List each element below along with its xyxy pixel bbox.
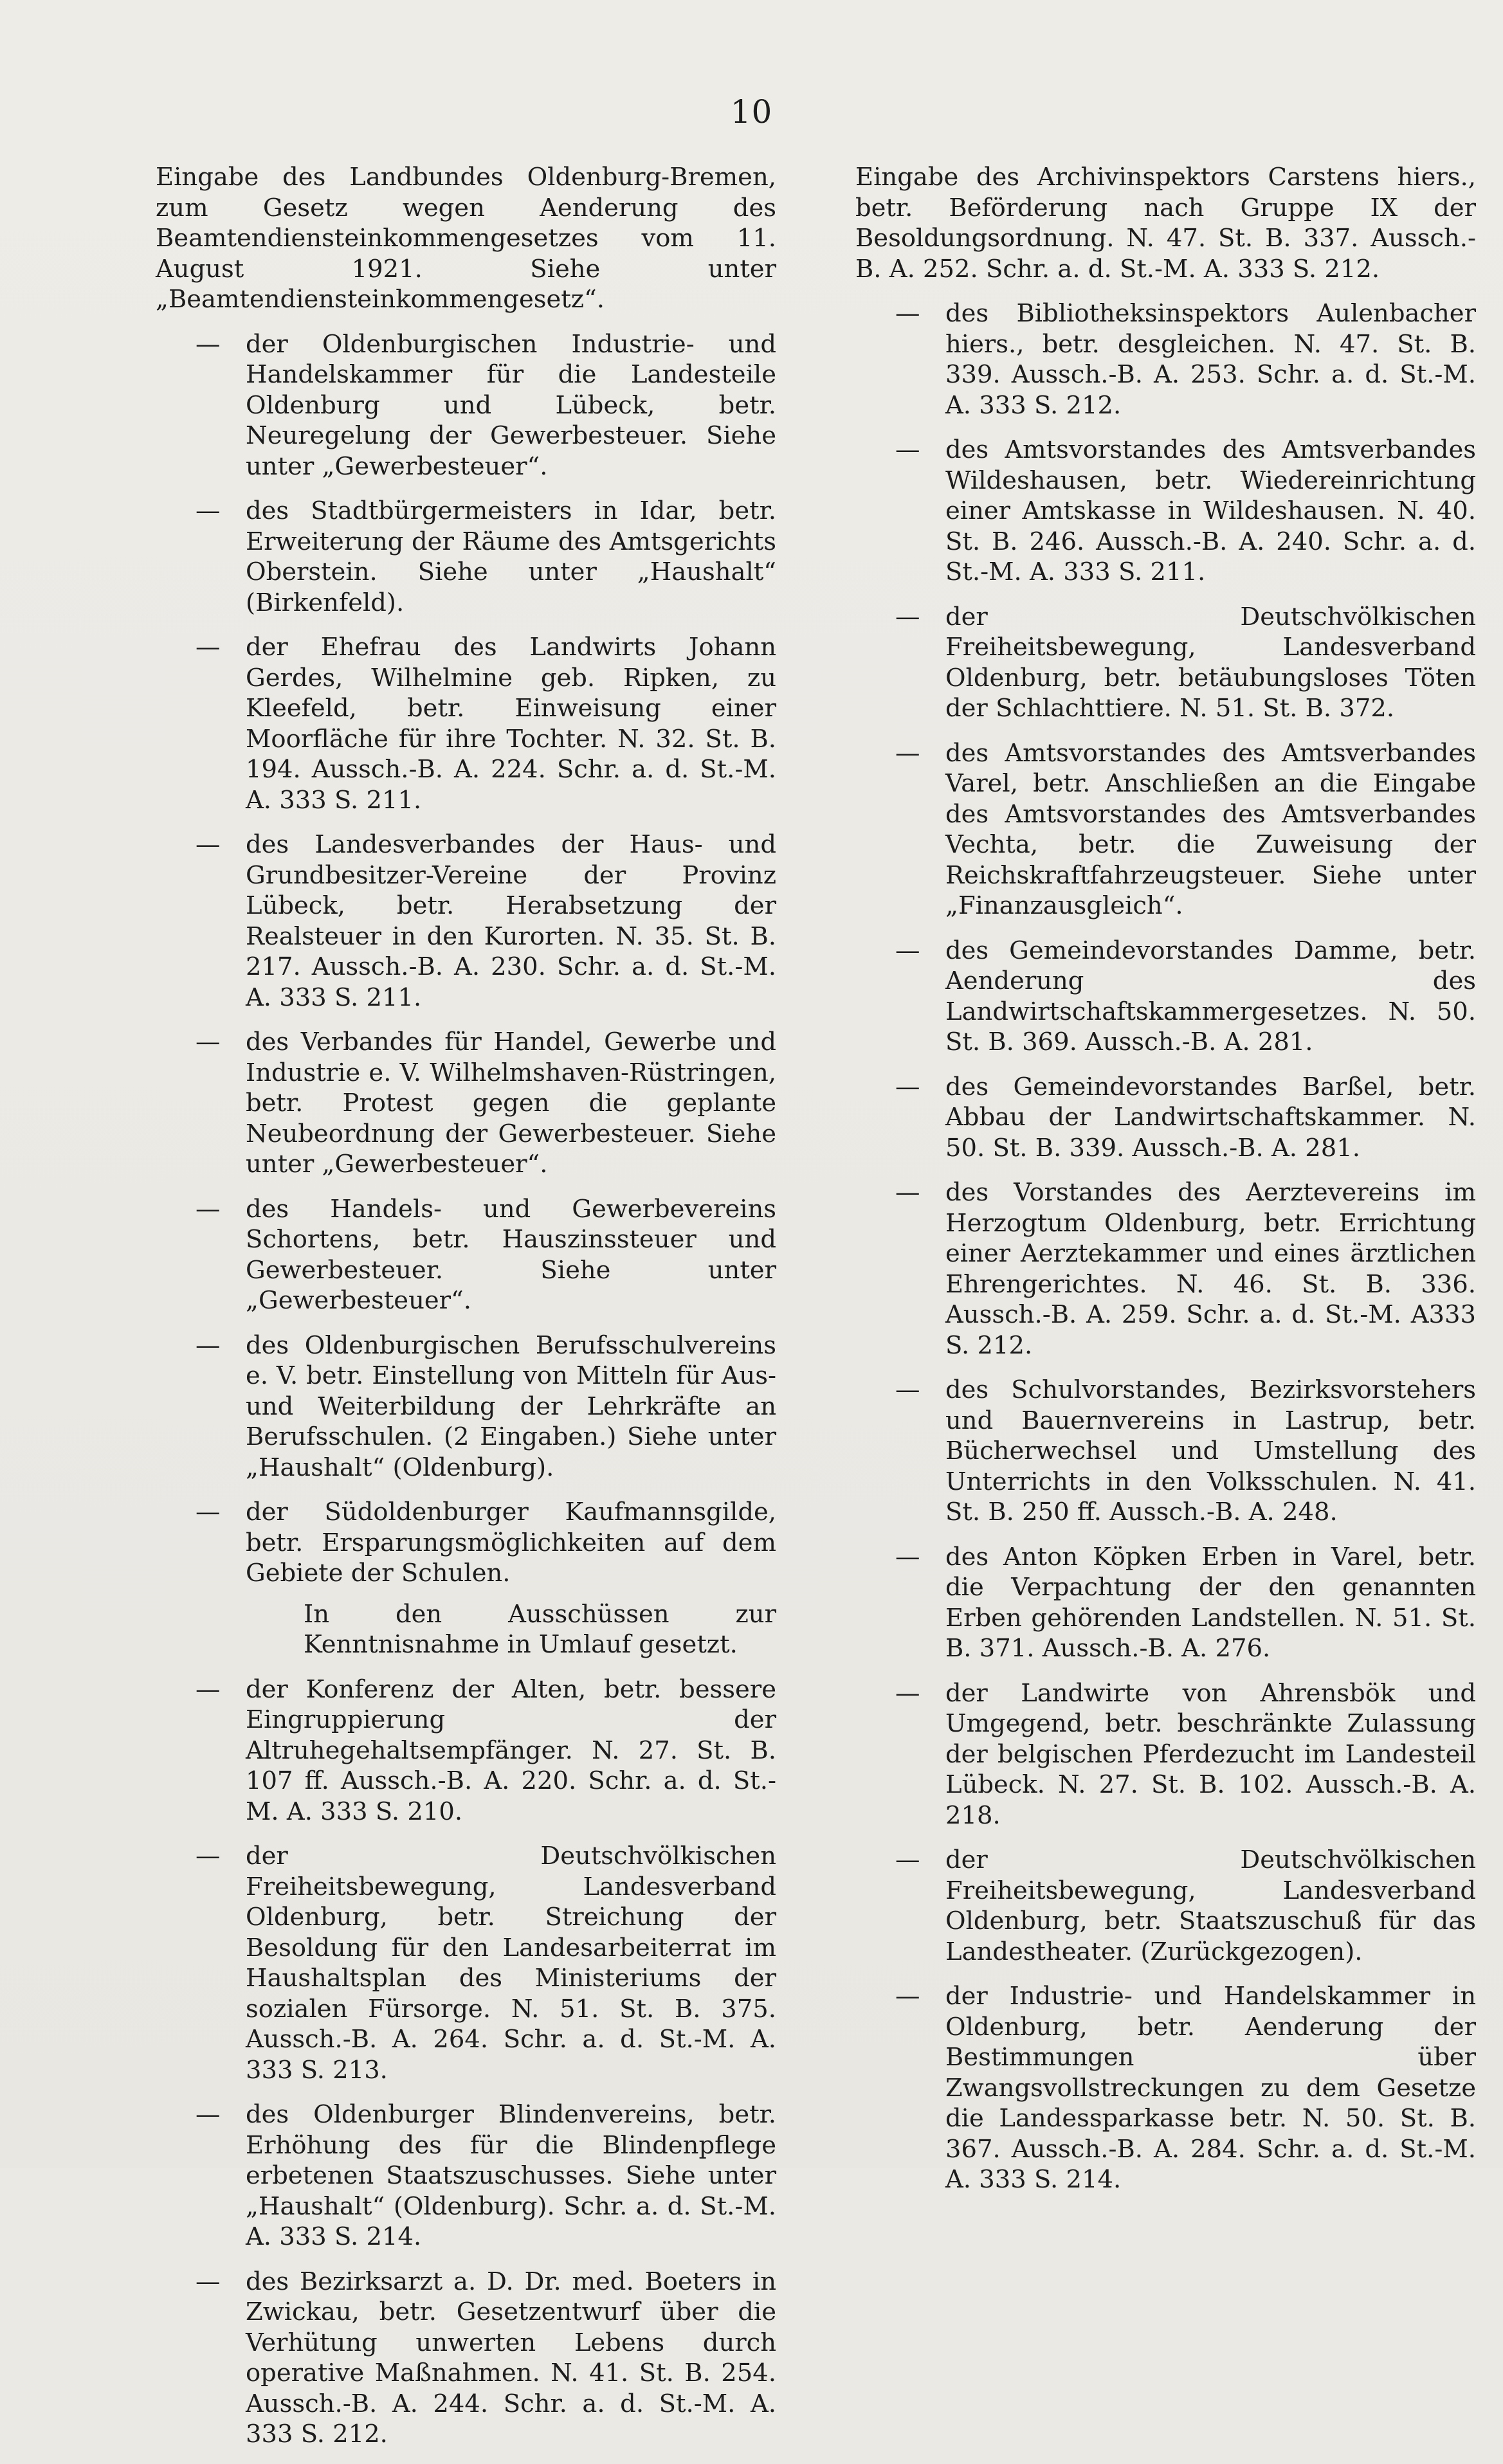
entry-text: der Landwirte von Ahrensbök und Umgegend, betr. beschränkte Zulassung der belgischen Pferdezucht im Landesteil Lübeck. N. 27. St. B. 102. Aussch.-B. A. 218.: [945, 1678, 1476, 1830]
entry-text: der Deutschvölkischen Freiheitsbewegung, Landesverband Oldenburg, betr. betäubungsloses Töten der Schlachttiere. N. 51. St. B. 372.: [945, 602, 1476, 723]
entry: [855, 1678, 1476, 1831]
dash: —: [196, 1674, 221, 1704]
dash: —: [196, 1028, 221, 1056]
entry-text: der Industrie- und Handelskammer in Oldenburg, betr. Aenderung der Bestimmungen über Zwangsvollstreckungen zu dem Gesetze die Landessparkasse betr. N. 50. St. B. 367. Aussch.-B. A. 284. Schr. a. d. St.-M. A. 333 S. 214.: [945, 1982, 1476, 2194]
entry: [156, 1497, 776, 1589]
entry-text: der Konferenz der Alten, betr. bessere Eingruppierung der Altruhegehaltsempfänger. N. 27. St. B. 107 ff. Aussch.-B. A. 220. Schr. a. d. St.-M. A. 333 S. 210.: [246, 1674, 776, 1826]
entry-text: der Deutschvölkischen Freiheitsbewegung, Landesverband Oldenburg, betr. Streichung der Besoldung für den Landesarbeiterrat im Haushaltsplan des Ministeriums der sozialen Fürsorge. N. 51. St. B. 375. Aussch.-B. A. 264. Schr. a. d. St.-M. A. 333 S. 213.: [246, 1842, 776, 2085]
entry-head: Eingabe des Archivinspektors Carstens hiers., betr. Beförderung nach Gruppe IX der Besoldungsordnung. N. 47. St. B. 337. Aussch.-B. A. 252. Schr. a. d. St.-M. A. 333 S. 212.: [855, 163, 1476, 284]
entry-note: In den Ausschüssen zur Kenntnisnahme in Umlauf gesetzt.: [304, 1599, 776, 1659]
entry-text: der Deutschvölkischen Freiheitsbewegung, Landesverband Oldenburg, betr. Staatszuschuß für das Landestheater. (Zurückgezogen).: [945, 1845, 1476, 1966]
entry: [855, 1542, 1476, 1664]
entry-text: des Gemeindevorstandes Barßel, betr. Abbau der Landwirtschaftskammer. N. 50. St. B. 339. Aussch.-B. A. 281.: [945, 1072, 1476, 1163]
dash: —: [196, 329, 221, 359]
entry-text: des Stadtbürgermeisters in Idar, betr. Erweiterung der Räume des Amtsgerichts Oberstein. Siehe unter „Haushalt“ (Birkenfeld).: [246, 496, 776, 617]
right-column: [855, 162, 1476, 2209]
entry-text: des Amtsvorstandes des Amtsverbandes Varel, betr. Anschließen an die Eingabe des Amtsvorstandes des Amtsverbandes Vechta, betr. die Zuweisung der Reichskraftfahrzeugsteuer. Siehe unter „Finanzausgleich“.: [945, 738, 1476, 920]
dash: —: [895, 299, 920, 328]
dash: —: [196, 830, 221, 859]
entry-text: der Ehefrau des Landwirts Johann Gerdes, Wilhelmine geb. Ripken, zu Kleefeld, betr. Einweisung einer Moorfläche für ihre Tochter. N. 32. St. B. 194. Aussch.-B. A. 224. Schr. a. d. St.-M. A. 333 S. 211.: [246, 633, 776, 815]
entry: [156, 2099, 776, 2252]
entry: [156, 1194, 776, 1316]
entry: [855, 1845, 1476, 1967]
entry: [855, 738, 1476, 921]
entry: [156, 2267, 776, 2450]
entry: [156, 329, 776, 482]
left-column: [156, 162, 776, 2464]
entry: [855, 602, 1476, 724]
dash: —: [196, 1330, 221, 1360]
dash: —: [895, 1542, 920, 1572]
dash: —: [895, 738, 920, 768]
entry-text: des Schulvorstandes, Bezirksvorstehers und Bauernvereins in Lastrup, betr. Bücherwechsel und Umstellung des Unterrichts in den Volksschulen. N. 41. St. B. 250 ff. Aussch.-B. A. 248.: [945, 1375, 1476, 1526]
dash: —: [895, 1678, 920, 1708]
dash: —: [895, 1178, 920, 1207]
entry: [156, 1674, 776, 1827]
entry: [855, 1375, 1476, 1528]
dash: —: [895, 936, 920, 965]
dash: —: [895, 1072, 920, 1101]
page-number: 10: [730, 93, 773, 131]
entry-text: des Gemeindevorstandes Damme, betr. Aenderung des Landwirtschaftskammergesetzes. N. 50. St. B. 369. Aussch.-B. A. 281.: [945, 936, 1476, 1056]
entry-text: des Verbandes für Handel, Gewerbe und Industrie e. V. Wilhelmshaven-Rüstringen, betr. Protest gegen die geplante Neubeordnung der Gewerbesteuer. Siehe unter „Gewerbesteuer“.: [246, 1028, 776, 1179]
dash: —: [196, 2267, 221, 2296]
entry-text: der Südoldenburger Kaufmannsgilde, betr. Ersparungsmöglichkeiten auf dem Gebiete der Schulen.: [246, 1498, 776, 1588]
entry-text: des Oldenburger Blindenvereins, betr. Erhöhung des für die Blindenpflege erbetenen Staatszuschusses. Siehe unter „Haushalt“ (Oldenburg). Schr. a. d. St.-M. A. 333 S. 214.: [246, 2100, 776, 2251]
entry-text: des Bezirksarzt a. D. Dr. med. Boeters in Zwickau, betr. Gesetzentwurf über die Verhütung unwerten Lebens durch operative Maßnahmen. N. 41. St. B. 254. Aussch.-B. A. 244. Schr. a. d. St.-M. A. 333 S. 212.: [246, 2267, 776, 2449]
entry-text: des Handels- und Gewerbevereins Schortens, betr. Hauszinssteuer und Gewerbesteuer. Siehe unter „Gewerbesteuer“.: [246, 1194, 776, 1315]
dash: —: [895, 1845, 920, 1874]
dash: —: [895, 602, 920, 631]
entry-text: des Landesverbandes der Haus- und Grundbesitzer-Vereine der Provinz Lübeck, betr. Herabsetzung der Realsteuer in den Kurorten. N. 35. St. B. 217. Aussch.-B. A. 230. Schr. a. d. St.-M. A. 333 S. 211.: [246, 830, 776, 1012]
entry: [855, 1981, 1476, 2195]
entry: [156, 496, 776, 618]
entry: [855, 1177, 1476, 1361]
entry: [855, 435, 1476, 588]
entry-text: des Amtsvorstandes des Amtsverbandes Wildeshausen, betr. Wiedereinrichtung einer Amtskasse in Wildeshausen. N. 40. St. B. 246. Aussch.-B. A. 240. Schr. a. d. St.-M. A. 333 S. 211.: [945, 435, 1476, 586]
entry-text: des Oldenburgischen Berufsschulvereins e. V. betr. Einstellung von Mitteln für Aus- und Weiterbildung der Lehrkräfte an Berufsschulen. (2 Eingaben.) Siehe unter „Haushalt“ (Oldenburg).: [246, 1330, 776, 1482]
dash: —: [196, 1842, 221, 1871]
dash: —: [196, 633, 221, 662]
entry-text: des Bibliotheksinspektors Aulenbacher hiers., betr. desgleichen. N. 47. St. B. 339. Aussch.-B. A. 253. Schr. a. d. St.-M. A. 333 S. 212.: [945, 299, 1476, 420]
entry: [156, 1330, 776, 1483]
entry: [855, 1072, 1476, 1164]
entry: [156, 1027, 776, 1180]
dash: —: [895, 1375, 920, 1404]
entry: [156, 1841, 776, 2085]
entry: [855, 936, 1476, 1058]
dash: —: [895, 1982, 920, 2011]
entry: [156, 829, 776, 1013]
dash: —: [196, 1194, 221, 1224]
entry-head: Eingabe des Landbundes Oldenburg-Bremen, zum Gesetz wegen Aenderung des Beamtendiensteinkommengesetzes vom 11. August 1921. Siehe unter „Beamtendiensteinkommengesetz“.: [156, 163, 776, 314]
dash: —: [895, 435, 920, 464]
entry-text: der Oldenburgischen Industrie- und Handelskammer für die Landesteile Oldenburg und Lübeck, betr. Neuregelung der Gewerbesteuer. Siehe unter „Gewerbesteuer“.: [246, 329, 776, 481]
entry-text: des Vorstandes des Aerztevereins im Herzogtum Oldenburg, betr. Errichtung einer Aerztekammer und eines ärztlichen Ehrengerichtes. N. 46. St. B. 336. Aussch.-B. A. 259. Schr. a. d. St.-M. A333 S. 212.: [945, 1178, 1476, 1360]
entry-text: des Anton Köpken Erben in Varel, betr. die Verpachtung der den genannten Erben gehörenden Landstellen. N. 51. St. B. 371. Aussch.-B. A. 276.: [945, 1542, 1476, 1663]
entry: [855, 298, 1476, 421]
dash: —: [196, 1498, 221, 1526]
dash: —: [196, 496, 221, 525]
entry: [156, 632, 776, 815]
dash: —: [196, 2100, 221, 2129]
